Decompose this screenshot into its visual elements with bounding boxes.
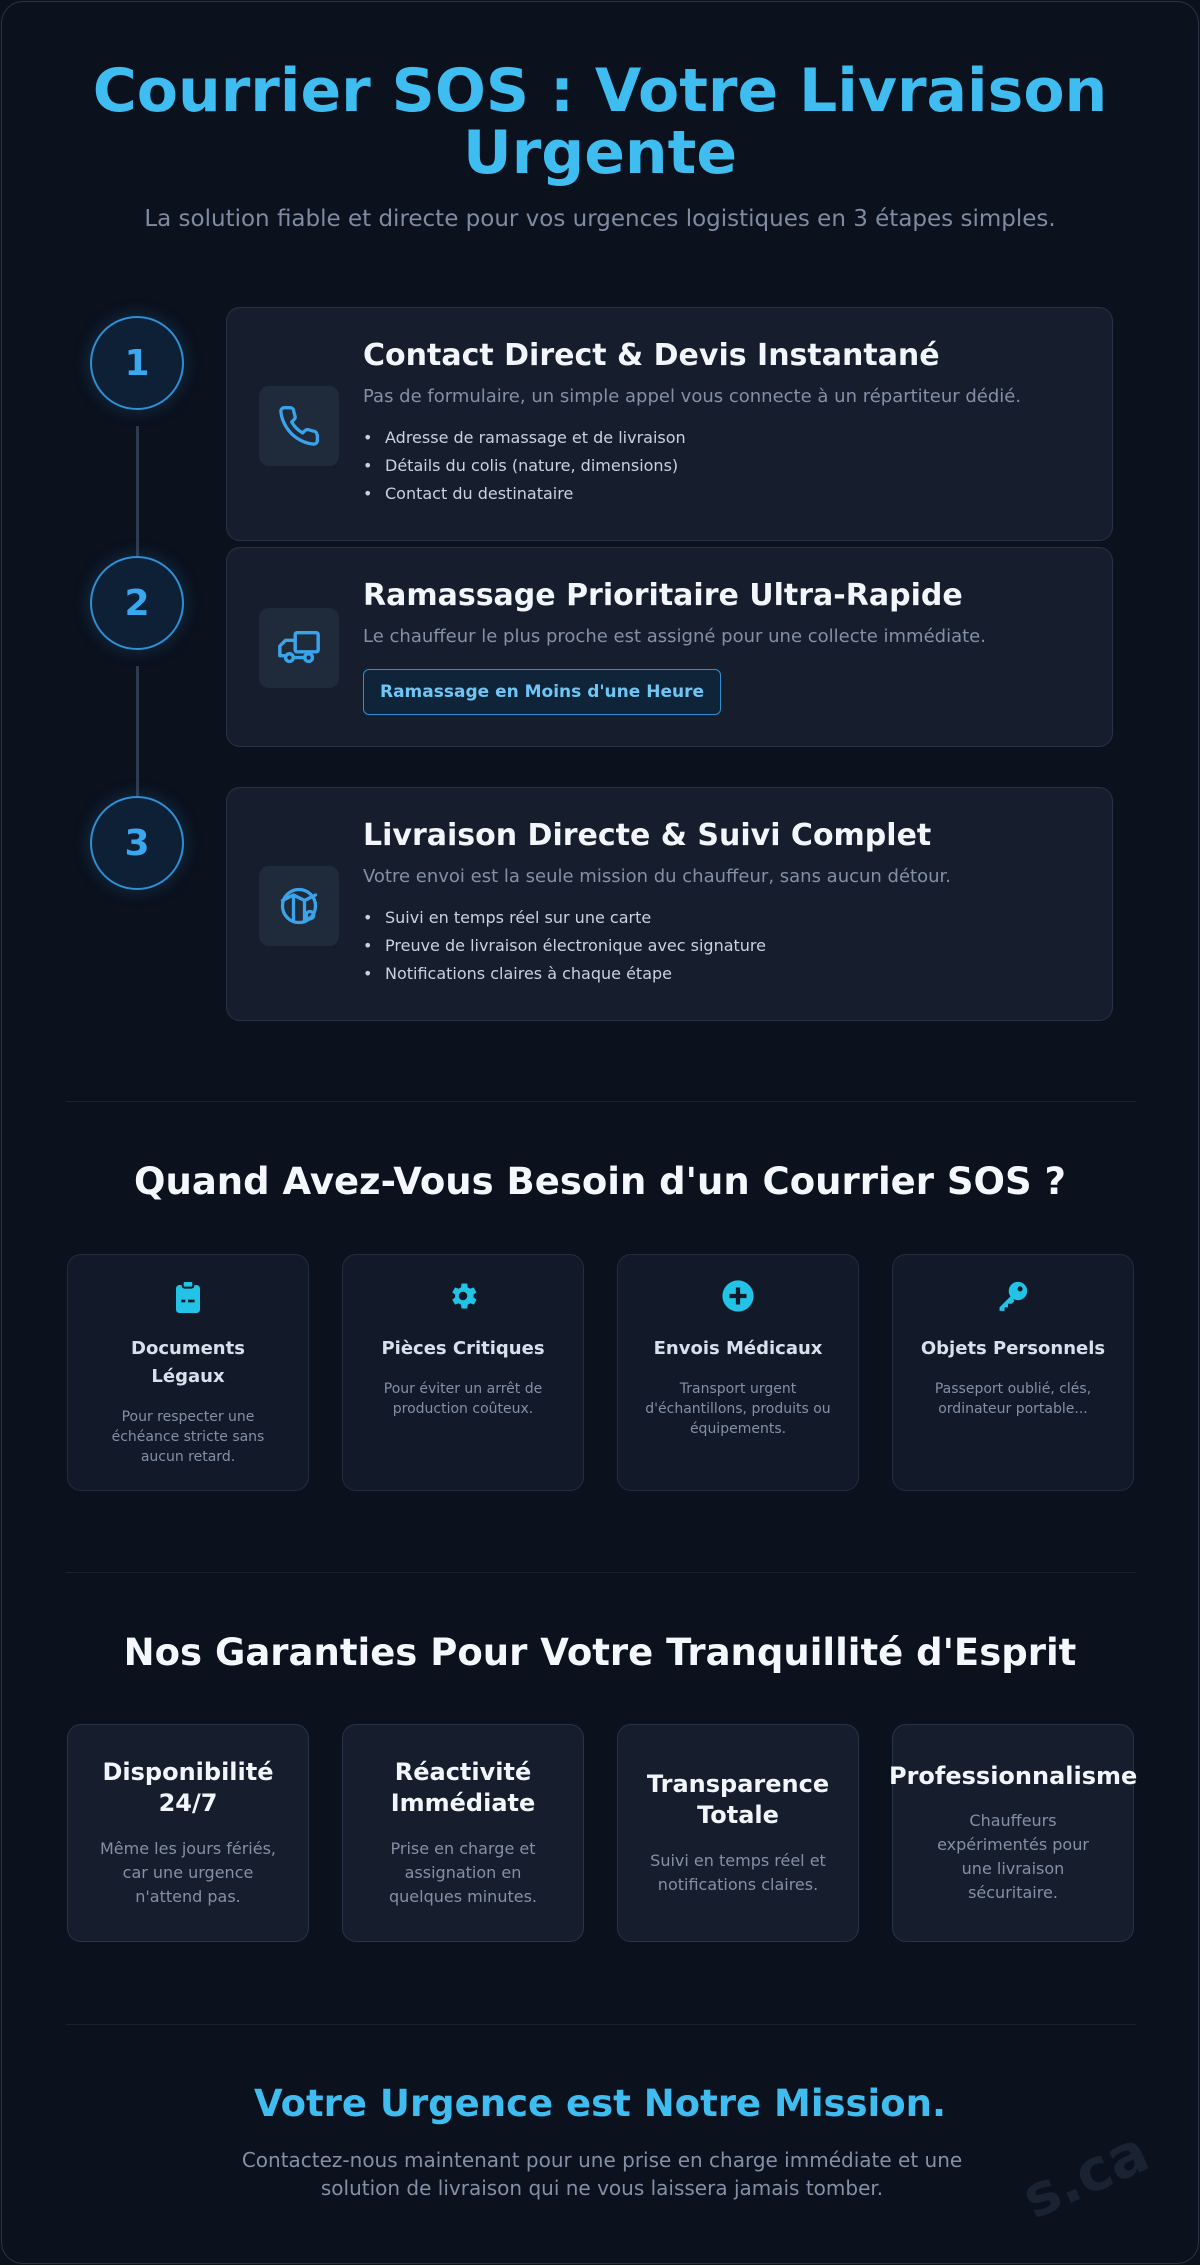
list-item: • Contact du destinataire [363, 480, 686, 508]
need-description: Transport urgent d'échantillons, produits ou équipements. [645, 1381, 831, 1437]
phone-icon [259, 386, 339, 466]
map-route-icon [259, 866, 339, 946]
guarantee-card-reactivity [342, 1724, 584, 1942]
list-item: • Détails du colis (nature, dimensions) [363, 452, 686, 480]
need-title: Documents Légaux [131, 1338, 245, 1387]
step-card-contact [226, 307, 1113, 541]
timeline-connector [136, 666, 139, 798]
guarantee-description: Prise en charge et assignation en quelques minutes. [389, 1839, 537, 1906]
footer-subtitle: Contactez-nous maintenant pour une prise en charge immédiate et une solution de livraison qui ne vous laissera jamais tomber. [241, 2148, 963, 2200]
medical-plus-icon [618, 1279, 858, 1313]
list-item: • Suivi en temps réel sur une carte [363, 904, 766, 932]
guarantee-card-availability [67, 1724, 309, 1942]
truck-icon [259, 608, 339, 688]
footer-title: Votre Urgence est Notre Mission. [253, 2082, 947, 2125]
guarantee-card-transparency [617, 1724, 859, 1942]
guarantee-description: Même les jours fériés, car une urgence n'attend pas. [99, 1839, 276, 1906]
need-title: Envois Médicaux [653, 1338, 823, 1359]
page-title: Courrier SOS : Votre Livraison Urgente [92, 56, 1108, 188]
step-title: Ramassage Prioritaire Ultra-Rapide [363, 578, 963, 613]
need-description: Pour respecter une échéance stricte sans aucun retard. [111, 1409, 265, 1465]
step-description: Votre envoi est la seule mission du chauffeur, sans aucun détour. [363, 866, 951, 887]
list-item: • Adresse de ramassage et de livraison [363, 424, 686, 452]
guarantee-title: Professionnalisme [889, 1762, 1138, 1790]
step-number-3: 3 [90, 796, 184, 890]
list-item: • Notifications claires à chaque étape [363, 960, 766, 988]
key-icon [893, 1279, 1133, 1313]
timeline-connector [136, 426, 139, 558]
guarantee-description: Chauffeurs expérimentés pour une livraison sécuritaire. [937, 1811, 1089, 1902]
section-title-needs: Quand Avez-Vous Besoin d'un Courrier SOS ? [134, 1160, 1066, 1203]
step-description: Pas de formulaire, un simple appel vous connecte à un répartiteur dédié. [363, 386, 1022, 407]
step-checklist [363, 424, 686, 508]
need-title: Pièces Critiques [381, 1338, 545, 1359]
guarantee-title: Réactivité Immédiate [390, 1758, 536, 1817]
need-description: Pour éviter un arrêt de production coûteux. [383, 1381, 543, 1417]
step-number-2: 2 [90, 556, 184, 650]
guarantee-description: Suivi en temps réel et notifications claires. [650, 1851, 826, 1894]
pickup-time-badge: Ramassage en Moins d'une Heure [363, 669, 721, 715]
need-card-medical [617, 1254, 859, 1491]
gear-icon [343, 1279, 583, 1313]
page [1, 1, 1199, 2264]
need-description: Passeport oublié, clés, ordinateur portable... [934, 1381, 1092, 1417]
section-divider [66, 1572, 1136, 1573]
step-checklist [363, 904, 766, 988]
step-card-delivery [226, 787, 1113, 1021]
need-card-personal [892, 1254, 1134, 1491]
section-divider [66, 1101, 1136, 1102]
step-number-1: 1 [90, 316, 184, 410]
section-title-guarantees: Nos Garanties Pour Votre Tranquillité d'Esprit [123, 1631, 1077, 1674]
step-title: Livraison Directe & Suivi Complet [363, 818, 932, 853]
step-title: Contact Direct & Devis Instantané [363, 338, 940, 373]
list-item: • Preuve de livraison électronique avec signature [363, 932, 766, 960]
need-card-legal [67, 1254, 309, 1491]
step-description: Le chauffeur le plus proche est assigné pour une collecte immédiate. [363, 626, 986, 647]
guarantee-title: Disponibilité 24/7 [102, 1758, 274, 1817]
watermark: s.ca [1012, 2117, 1159, 2233]
need-card-parts [342, 1254, 584, 1491]
section-divider [66, 2024, 1136, 2025]
clipboard-icon [68, 1279, 308, 1315]
guarantee-title: Transparence Totale [646, 1770, 830, 1829]
step-card-pickup [226, 547, 1113, 747]
page-subtitle: La solution fiable et directe pour vos urgences logistiques en 3 étapes simples. [144, 206, 1056, 232]
guarantee-card-professionalism [889, 1724, 1138, 1942]
need-title: Objets Personnels [920, 1338, 1106, 1359]
